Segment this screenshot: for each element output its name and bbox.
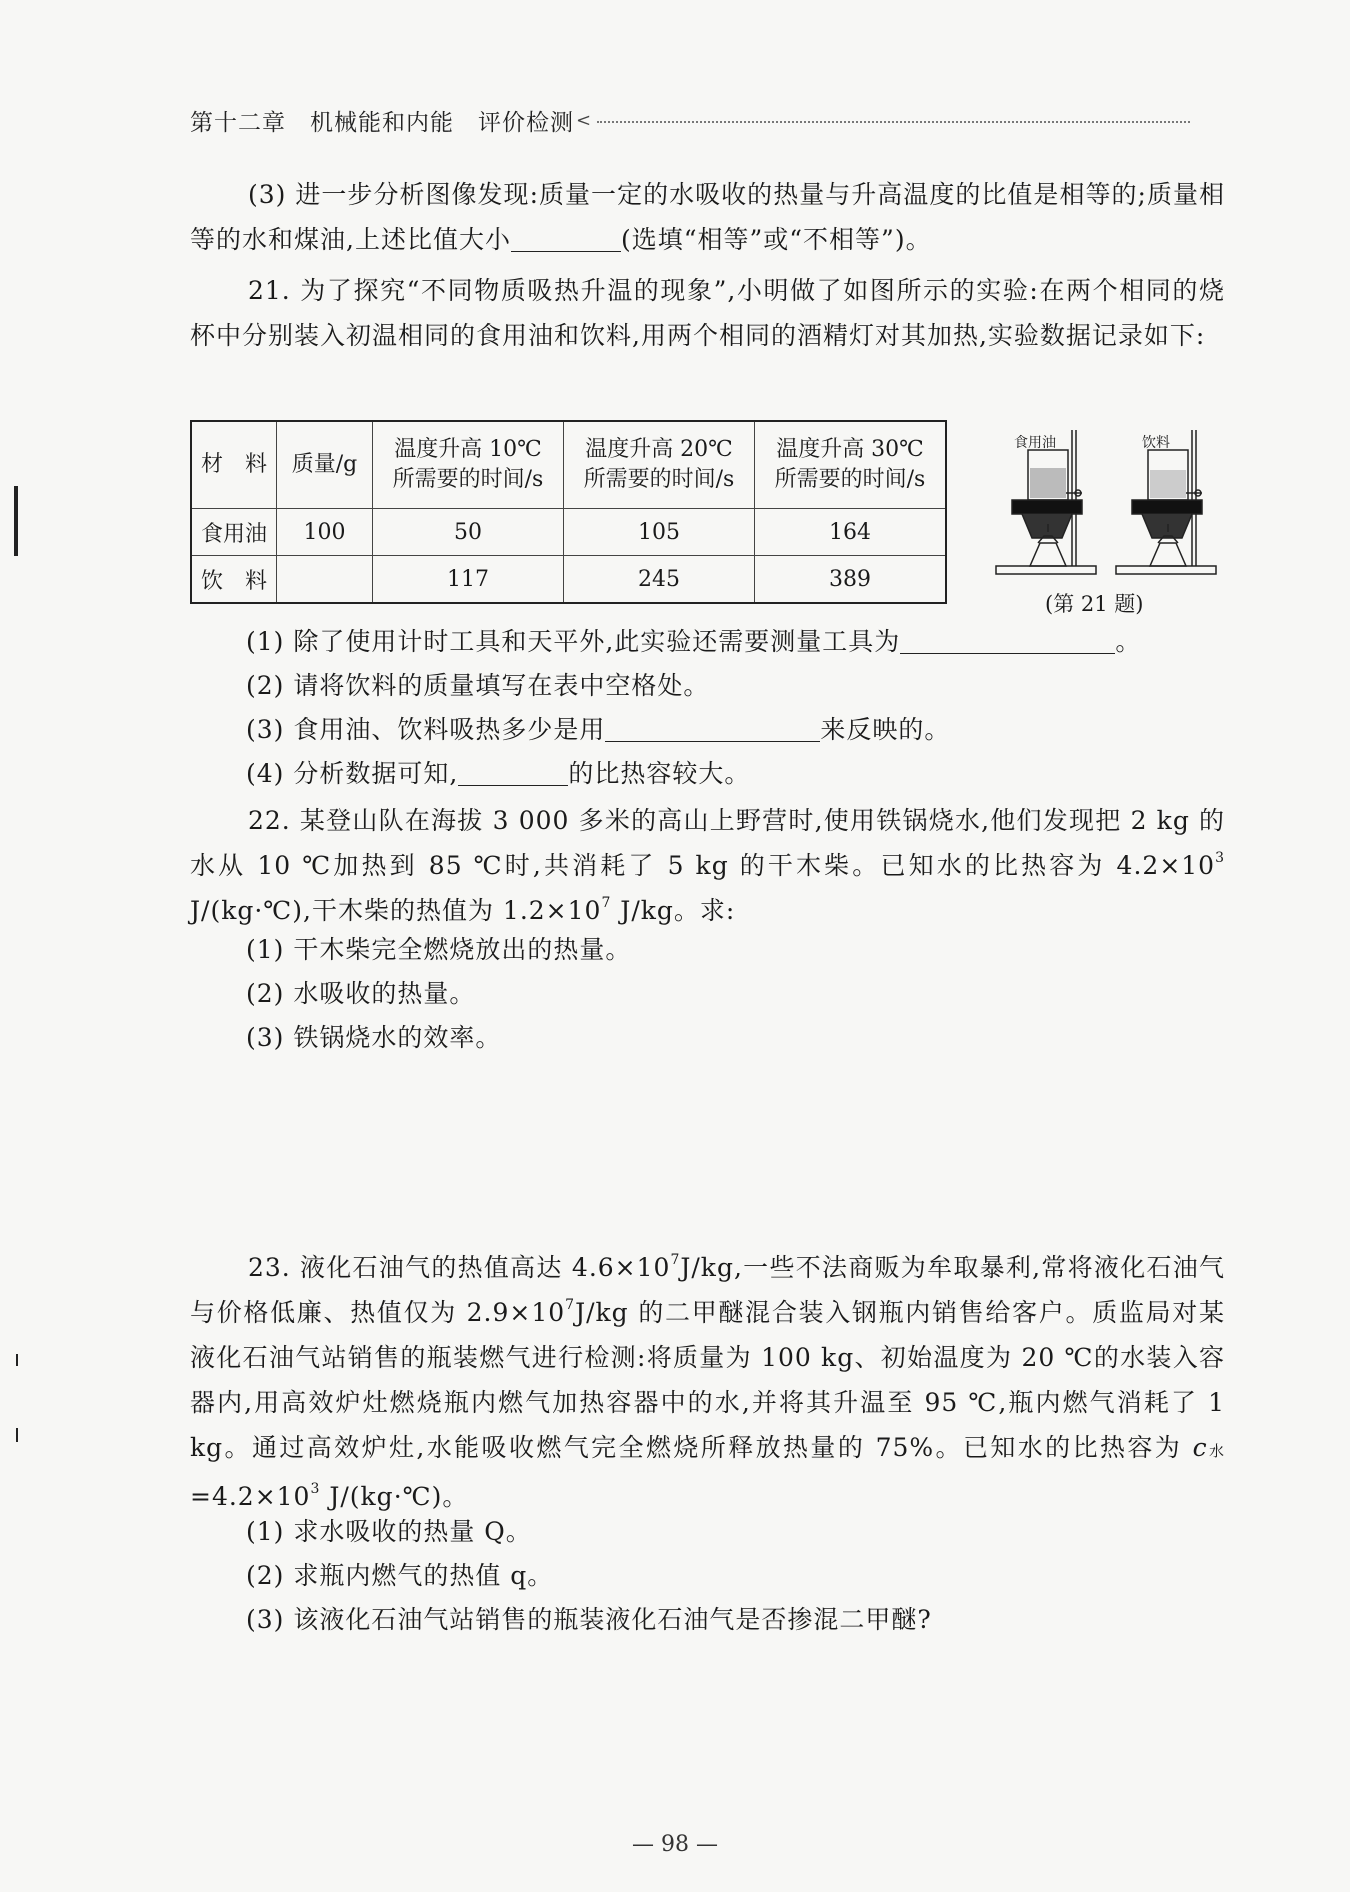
q20-3-text-end: (选填“相等”或“不相等”)。 <box>620 225 932 254</box>
table-header-row <box>191 421 946 509</box>
header-cell: 温度升高 10℃ 所需要的时间/s <box>373 421 564 509</box>
answer-blank[interactable] <box>458 757 568 786</box>
scan-mark <box>14 486 18 556</box>
q23-sub-1: (1) 求水吸收的热量 Q。 <box>246 1517 532 1546</box>
scan-mark <box>16 1354 18 1366</box>
header-cell: 温度升高 20℃ 所需要的时间/s <box>564 421 755 509</box>
q21-sub-4: (4) 分析数据可知, 的比热容较大。 <box>246 759 751 788</box>
answer-blank[interactable] <box>511 223 621 252</box>
scan-mark <box>16 1428 18 1442</box>
table-cell: 50 <box>373 509 564 556</box>
q21-sub-1: (1) 除了使用计时工具和天平外,此实验还需要测量工具为 。 <box>246 627 1142 656</box>
beaker-apparatus-icon <box>990 428 1230 588</box>
table-cell: 饮 料 <box>191 556 277 604</box>
arrow-left-icon: < <box>576 109 592 131</box>
q21-sub-2: (2) 请将饮料的质量填写在表中空格处。 <box>246 671 710 700</box>
page-number: — 98 — <box>632 1832 718 1857</box>
q23-sub-3: (3) 该液化石油气站销售的瓶装液化石油气是否掺混二甲醚? <box>246 1605 932 1634</box>
answer-blank[interactable] <box>900 625 1115 654</box>
table-cell: 食用油 <box>191 509 277 556</box>
section-label: 评价检测 <box>478 109 574 136</box>
label-drink: 饮料 <box>1142 435 1170 451</box>
blank-mass-cell[interactable] <box>277 556 373 604</box>
question-23: 23. 液化石油气的热值高达 $4.6\times 10^7J/kg$,一些不法商贩为牟取暴利,常将液化石油气与价格低廉、热值仅为 $2.9\times 10^7J/kg$ 的二甲醚混合装入钢瓶内销售给客户。质监局对某液化石油气站销售的瓶装燃气进行检测:将质量为 100 kg、初始温度为 20 ℃的水装入容器内,用高效炉灶燃烧瓶内燃气加热容器中的水,并将其升温至 95 ℃,瓶内燃气消耗了 1 kg。通过高效炉灶,水能吸收燃气完全燃烧所释放热量的 75%。已知水的比热容为 c水$=4.2\times 10^3$ J/(kg·℃)。 <box>190 1251 1226 1511</box>
q22-sub-3: (3) 铁锅烧水的效率。 <box>246 1023 502 1052</box>
header-text <box>190 104 574 137</box>
question-21-intro: 21. 为了探究“不同物质吸热升温的现象”,小明做了如图所示的实验:在两个相同的烧杯中分别装入初温相同的食用油和饮料,用两个相同的酒精灯对其加热,实验数据记录如下: <box>190 276 1225 350</box>
table-row <box>191 509 946 556</box>
chapter-title: 机械能和内能 <box>310 109 454 136</box>
page-header <box>190 100 1190 140</box>
header-cell: 温度升高 30℃ 所需要的时间/s <box>755 421 947 509</box>
q22-sub-2: (2) 水吸收的热量。 <box>246 979 476 1008</box>
q21-sub-3: (3) 食用油、饮料吸热多少是用 来反映的。 <box>246 715 951 744</box>
question-20-part-3 <box>190 172 1225 262</box>
chapter-label: 第十二章 <box>190 109 286 136</box>
q20-3-text: (3) 进一步分析图像发现:质量一定的水吸收的热量与升高温度的比值是相等的;质量相等的水和煤油,上述比值大小 <box>190 180 1225 254</box>
label-oil: 食用油 <box>1014 435 1056 451</box>
experiment-figure <box>990 428 1230 608</box>
header-dotted-rule <box>597 121 1190 123</box>
table-cell: 117 <box>373 556 564 604</box>
table-cell: 164 <box>755 509 947 556</box>
table-cell: 245 <box>564 556 755 604</box>
table-cell: 389 <box>755 556 947 604</box>
data-table <box>190 420 947 604</box>
answer-blank[interactable] <box>605 713 820 742</box>
figure-caption: (第 21 题) <box>1045 592 1144 616</box>
header-cell: 质量/g <box>277 421 373 509</box>
table-cell: 100 <box>277 509 373 556</box>
question-22: 22. 某登山队在海拔 3 000 多米的高山上野营时,使用铁锅烧水,他们发现把 2 kg 的水从 10 ℃加热到 85 ℃时,共消耗了 5 kg 的干木柴。已知水的比热容为 $4.2\times 10^3$ J/(kg·℃),干木柴的热值为 $1.2\times 10^7$ J/kg。求: <box>190 806 1225 925</box>
q23-sub-2: (2) 求瓶内燃气的热值 q。 <box>246 1561 554 1590</box>
q22-sub-1: (1) 干木柴完全燃烧放出的热量。 <box>246 935 632 964</box>
header-cell: 材 料 <box>191 421 277 509</box>
table-cell: 105 <box>564 509 755 556</box>
table-row <box>191 556 946 604</box>
